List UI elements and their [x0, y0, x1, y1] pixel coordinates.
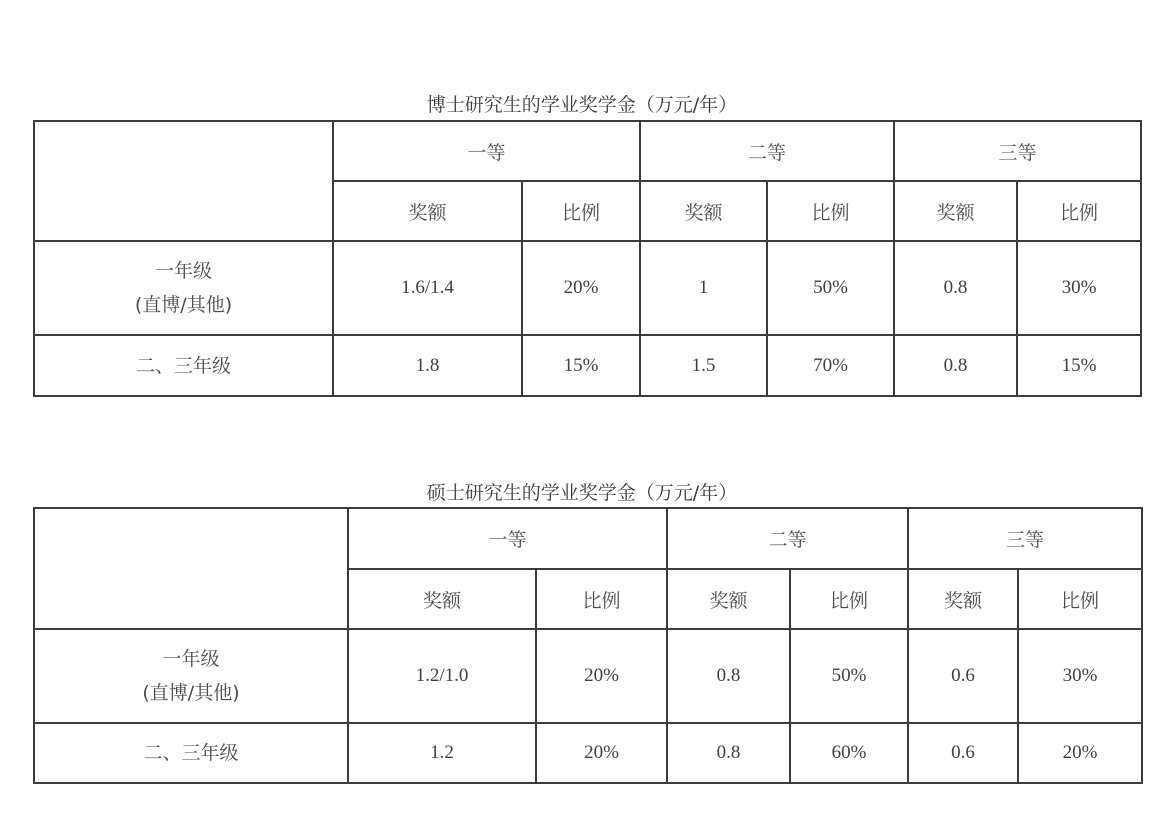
- table-cell: 20%: [1018, 723, 1142, 783]
- masters-scholarship-table: [33, 507, 1143, 784]
- table-cell: 50%: [790, 629, 908, 723]
- row-label-line: 二、三年级: [135, 354, 231, 377]
- level-header: 一等: [348, 508, 667, 569]
- table-cell: 1.8: [333, 335, 522, 396]
- table-row: [34, 723, 1142, 783]
- sub-header: 比例: [767, 181, 894, 241]
- sub-header: 比例: [790, 569, 908, 629]
- table-row: [34, 335, 1141, 396]
- row-label-line: 一年级: [162, 648, 220, 670]
- table-cell: 30%: [1018, 629, 1142, 723]
- row-label: [34, 335, 333, 396]
- table-cell: 70%: [767, 335, 894, 396]
- corner-cell: [34, 121, 333, 241]
- table-cell: 30%: [1017, 241, 1141, 335]
- table-cell: 60%: [790, 723, 908, 783]
- table-cell: 0.8: [894, 241, 1017, 335]
- row-label-line: (直博/其他): [142, 682, 240, 704]
- row-label: [34, 629, 348, 723]
- table-cell: 1.5: [640, 335, 767, 396]
- corner-cell: [34, 508, 348, 629]
- table-cell: 20%: [536, 629, 667, 723]
- table-cell: 1.2: [348, 723, 536, 783]
- level-header: 三等: [908, 508, 1142, 569]
- row-label-line: 一年级: [154, 260, 212, 282]
- sub-header: 奖额: [333, 181, 522, 241]
- level-header: 二等: [667, 508, 908, 569]
- doctoral-scholarship-table: [33, 120, 1142, 397]
- level-header: 三等: [894, 121, 1141, 181]
- table-cell: 0.6: [908, 629, 1018, 723]
- table-row: [34, 629, 1142, 723]
- sub-header: 奖额: [894, 181, 1017, 241]
- row-label-line: 二、三年级: [143, 742, 239, 764]
- sub-header: 比例: [522, 181, 640, 241]
- table-cell: 20%: [536, 723, 667, 783]
- sub-header: 奖额: [908, 569, 1018, 629]
- sub-header: 比例: [1017, 181, 1141, 241]
- table-row: [34, 241, 1141, 335]
- masters-table-caption: 硕士研究生的学业奖学金（万元/年）: [426, 482, 738, 504]
- table-cell: 0.8: [667, 629, 790, 723]
- table-cell: 20%: [522, 241, 640, 335]
- sub-header: 比例: [1018, 569, 1142, 629]
- table-cell: 0.8: [894, 335, 1017, 396]
- table-cell: 0.6: [908, 723, 1018, 783]
- table-cell: 1.2/1.0: [348, 629, 536, 723]
- header-row-levels: [34, 121, 1141, 181]
- table-cell: 15%: [522, 335, 640, 396]
- table-cell: 1: [640, 241, 767, 335]
- header-row-levels: [34, 508, 1142, 569]
- sub-header: 比例: [536, 569, 667, 629]
- row-label: [34, 723, 348, 783]
- level-header: 二等: [640, 121, 894, 181]
- sub-header: 奖额: [348, 569, 536, 629]
- row-label: [34, 241, 333, 335]
- row-label-line: (直博/其他): [134, 294, 233, 316]
- sub-header: 奖额: [667, 569, 790, 629]
- table-cell: 50%: [767, 241, 894, 335]
- table-cell: 15%: [1017, 335, 1141, 396]
- table-cell: 1.6/1.4: [333, 241, 522, 335]
- table-cell: 0.8: [667, 723, 790, 783]
- sub-header: 奖额: [640, 181, 767, 241]
- doctoral-table-caption: 博士研究生的学业奖学金（万元/年）: [426, 94, 738, 116]
- level-header: 一等: [333, 121, 640, 181]
